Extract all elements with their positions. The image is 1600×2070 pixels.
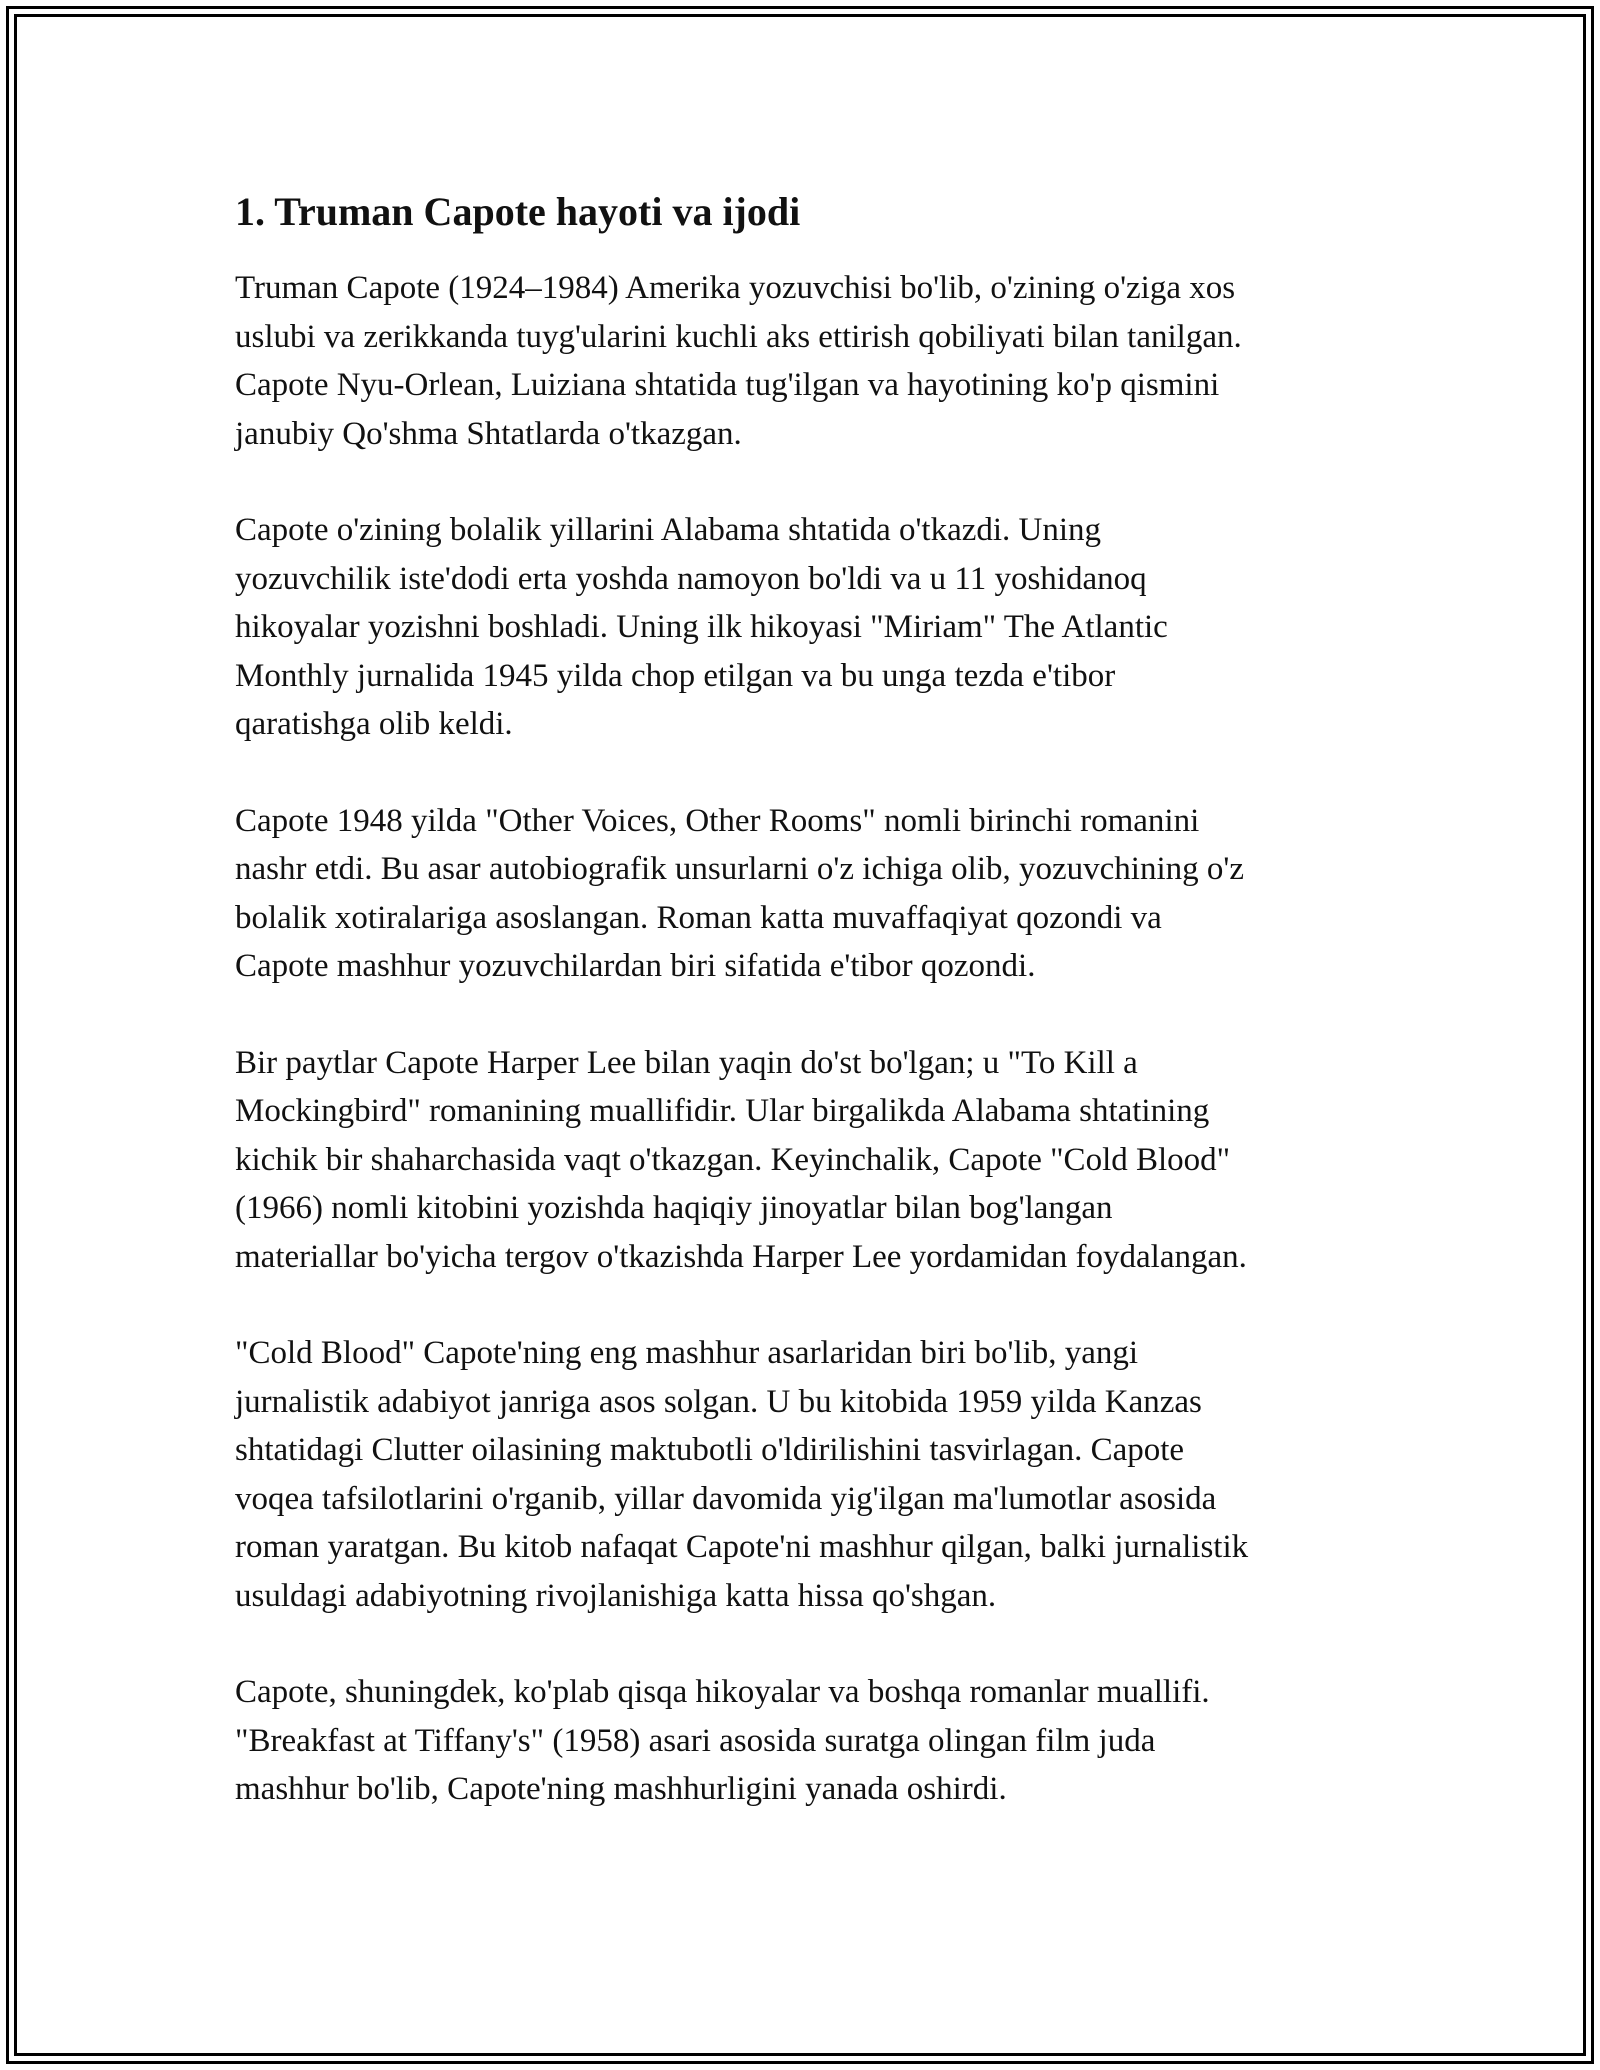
paragraph-1 <box>235 264 1365 458</box>
text-line: "Cold Blood" Capote'ning eng mashhur asarlaridan biri bo'lib, yangi <box>235 1335 1139 1371</box>
text-line: materiallar bo'yicha tergov o'tkazishda Harper Lee yordamidan foydalangan. <box>235 1238 1247 1275</box>
text-line: hikoyalar yozishni boshladi. Uning ilk hikoyasi "Miriam" The Atlantic <box>235 609 1168 645</box>
paragraph-2 <box>235 506 1365 749</box>
paragraph-6 <box>235 1668 1365 1814</box>
text-line: "Breakfast at Tiffany's" (1958) asari asosida suratga olingan film juda <box>235 1722 1156 1759</box>
text-line: yozuvchilik iste'dodi erta yoshda namoyon bo'ldi va u 11 yoshidanoq <box>235 560 1147 597</box>
section-heading: 1. Truman Capote hayoti va ijodi <box>235 189 801 234</box>
text-line: Capote 1948 yilda "Other Voices, Other Rooms" nomli birinchi romanini <box>235 802 1200 839</box>
text-line: Capote o'zining bolalik yillarini Alabama shtatida o'tkazdi. Uning <box>235 512 1102 548</box>
text-line: uslubi va zerikkanda tuyg'ularini kuchli aks ettirish qobiliyati bilan tanilgan. <box>235 318 1242 355</box>
text-line: roman yaratgan. Bu kitob nafaqat Capote'ni mashhur qilgan, balki jurnalistik <box>235 1529 1249 1565</box>
text-line: usuldagi adabiyotning rivojlanishiga katta hissa qo'shgan. <box>235 1577 997 1614</box>
text-line: nashr etdi. Bu asar autobiografik unsurlarni o'z ichiga olib, yozuvchining o'z <box>235 851 1244 887</box>
text-line: Bir paytlar Capote Harper Lee bilan yaqin do'st bo'lgan; u "To Kill a <box>235 1044 1138 1081</box>
text-line: janubiy Qo'shma Shtatlarda o'tkazgan. <box>235 415 742 452</box>
text-line: Truman Capote (1924–1984) Amerika yozuvchisi bo'lib, o'zining o'ziga xos <box>235 270 1236 306</box>
text-line: shtatidagi Clutter oilasining maktubotli o'ldirilishini tasvirlagan. Capote <box>235 1432 1185 1468</box>
text-line: Capote mashhur yozuvchilardan biri sifatida e'tibor qozondi. <box>235 948 1036 984</box>
text-line: Monthly jurnalida 1945 yilda chop etilgan va bu unga tezda e'tibor <box>235 657 1116 694</box>
text-line: qaratishga olib keldi. <box>235 706 513 742</box>
text-line: (1966) nomli kitobini yozishda haqiqiy jinoyatlar bilan bog'langan <box>235 1190 1113 1226</box>
paragraph-5 <box>235 1329 1365 1620</box>
text-line: Mockingbird" romanining muallifidir. Ular birgalikda Alabama shtatining <box>235 1093 1210 1129</box>
text-line: voqea tafsilotlarini o'rganib, yillar davomida yig'ilgan ma'lumotlar asosida <box>235 1480 1217 1517</box>
paragraph-4 <box>235 1039 1365 1282</box>
text-line: bolalik xotiralariga asoslangan. Roman katta muvaffaqiyat qozondi va <box>235 899 1162 936</box>
document-body <box>235 186 1365 1862</box>
text-line: Capote Nyu-Orlean, Luiziana shtatida tug'ilgan va hayotining ko'p qismini <box>235 367 1220 403</box>
text-line: kichik bir shaharchasida vaqt o'tkazgan. Keyinchalik, Capote "Cold Blood" <box>235 1141 1231 1178</box>
text-line: mashhur bo'lib, Capote'ning mashhurligini yanada oshirdi. <box>235 1771 1007 1807</box>
text-line: Capote, shuningdek, ko'plab qisqa hikoyalar va boshqa romanlar muallifi. <box>235 1674 1210 1710</box>
text-line: jurnalistik adabiyot janriga asos solgan. U bu kitobida 1959 yilda Kanzas <box>235 1383 1202 1420</box>
paragraph-3 <box>235 797 1365 991</box>
